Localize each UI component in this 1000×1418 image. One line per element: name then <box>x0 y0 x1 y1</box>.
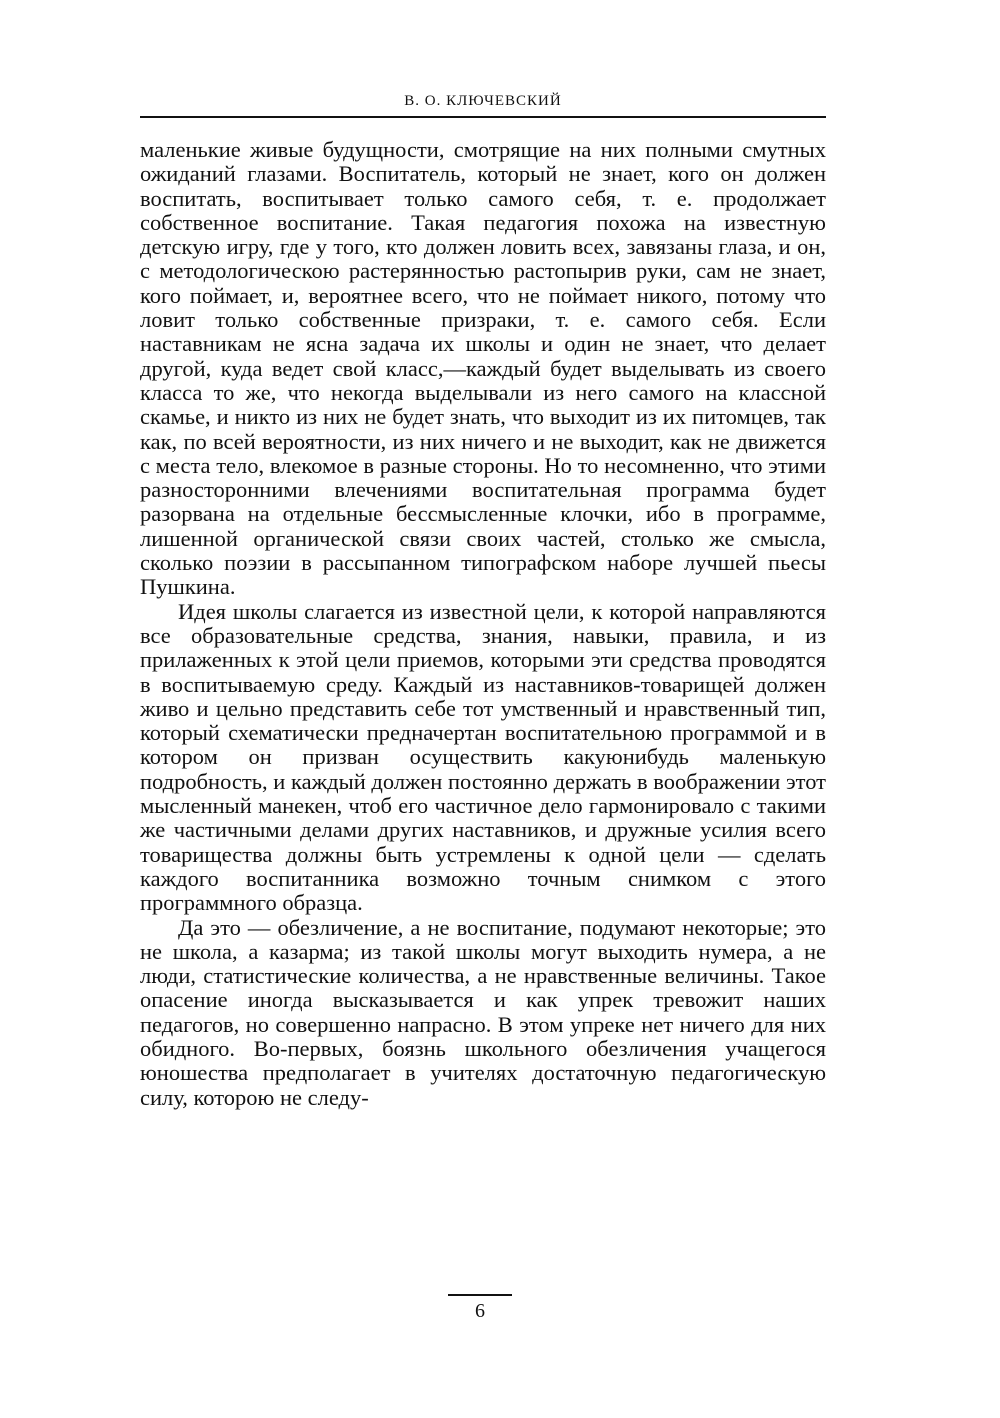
page-number: 6 <box>475 1300 485 1322</box>
paragraph-2: Идея школы слагается из известной цели, к которой направляются все образовательные средства, знания, навыки, правила, и из прилаженных к этой цели приемов, которыми эти средства проводятся в воспитываемую среду. Каждый из наставников-товарищей должен живо и цельно представить себе тот умственный и нравственный тип, который схематически предначертан воспитательною программой и в котором он призван осуществить какуюнибудь маленькую подробность, и каждый должен постоянно держать в воображении этот мысленный манекен, чтоб его частичное дело гармонировало с такими же частичными делами других наставников, и дружные усилия всего товарищества должны быть устремлены к одной цели — сделать каждого воспитанника возможно точным снимком с этого программного образца. <box>140 598 826 916</box>
page-footer <box>448 1294 512 1322</box>
running-head: В. О. КЛЮЧЕВСКИЙ <box>404 93 562 109</box>
body-text <box>140 138 826 1110</box>
page <box>140 92 826 1110</box>
paragraph-1: маленькие живые будущности, смотрящие на них полными смутных ожиданий глазами. Воспитатель, который не знает, кого он должен воспитать, воспитывает только самого себя, т. е. продолжает собственное воспитание. Такая педагогия похожа на известную детскую игру, где у того, кто должен ловить всех, завязаны глаза, и он, с методологическою растерянностью растопырив руки, сам не знает, кого поймает, и, вероятнее всего, что не поймает никого, потому что ловит только собственные призраки, т. е. самого себя. Если наставникам не ясна задача их школы и один не знает, что делает другой, куда ведет свой класс,—каждый будет выделывать из своего класса то же, что некогда выделывали из него самого на классной скамье, и никто из них не будет знать, что выходит из их питомцев, так как, по всей вероятности, из них ничего и не выходит, как не движется с места тело, влекомое в разные стороны. Но то несомненно, что этими разносторонними влечениями воспитательная программа будет разорвана на отдельные бессмысленные клочки, ибо в программе, лишенной органической связи своих частей, столько же смысла, сколько поэзии в рассыпанном типографском наборе лучшей пьесы Пушкина. <box>140 137 826 600</box>
header-rule <box>140 116 826 118</box>
footer-rule <box>448 1294 512 1296</box>
paragraph-3: Да это — обезличение, а не воспитание, подумают некоторые; это не школа, а казарма; из такой школы могут выходить нумера, а не люди, статистические количества, а не нравственные величины. Такое опасение иногда высказывается и как упрек тревожит наших педагогов, но совершенно напрасно. В этом упреке нет ничего для них обидного. Во-первых, боязнь школьного обезличения учащегося юношества предполагает в учителях достаточную педагогическую силу, которою не следу- <box>140 914 826 1110</box>
